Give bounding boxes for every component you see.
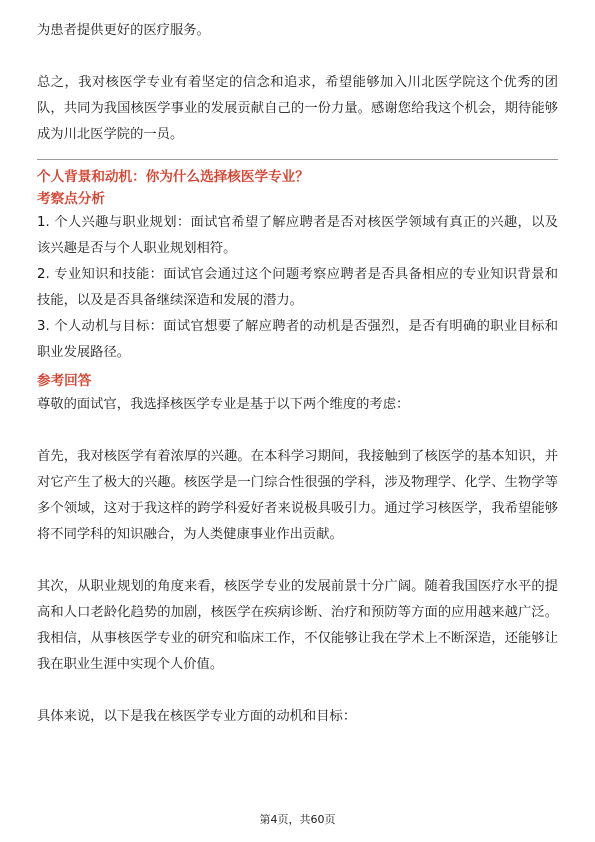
section-title: 个人背景和动机：你为什么选择核医学专业？ <box>37 169 309 185</box>
paragraph-spacer <box>37 548 558 574</box>
intro-paragraph-1: 为患者提供更好的医疗服务。 <box>37 23 210 38</box>
analysis-point-1: 1. 个人兴趣与职业规划：面试官希望了解应聘者是否对核医学领域有真正的兴趣，以及该兴趣是否与个人职业规划相符。 <box>37 215 558 256</box>
page-content <box>37 18 558 730</box>
intro-paragraph-2: 总之，我对核医学专业有着坚定的信念和追求，希望能够加入川北医学院这个优秀的团队，共同为我国核医学事业的发展贡献自己的一份力量。感谢您给我这个机会，期待能够成为川北医学院的一员。 <box>37 75 558 142</box>
answer-paragraph-2: 首先，我对核医学有着浓厚的兴趣。在本科学习期间，我接触到了核医学的基本知识，并对它产生了极大的兴趣。核医学是一门综合性很强的学科，涉及物理学、化学、生物学等多个领域，这对于我这样的跨学科爱好者来说极具吸引力。通过学习核医学，我希望能够将不同学科的知识融合，为人类健康事业作出贡献。 <box>37 449 558 542</box>
answer-heading: 参考回答 <box>37 373 92 389</box>
paragraph-spacer <box>37 418 558 444</box>
analysis-heading: 考察点分析 <box>37 191 105 207</box>
analysis-point-2: 2. 专业知识和技能：面试官会通过这个问题考察应聘者是否具备相应的专业知识背景和技能，以及是否具备继续深造和发展的潜力。 <box>37 267 558 308</box>
section-divider <box>37 159 558 160</box>
paragraph-spacer <box>37 678 558 704</box>
paragraph-spacer <box>37 44 558 70</box>
analysis-point-3: 3. 个人动机与目标：面试官想要了解应聘者的动机是否强烈，是否有明确的职业目标和职业发展路径。 <box>37 319 558 360</box>
answer-paragraph-4: 具体来说，以下是我在核医学专业方面的动机和目标： <box>37 709 357 724</box>
page-number-footer: 第4页，共60页 <box>259 813 336 826</box>
answer-paragraph-3: 其次，从职业规划的角度来看，核医学专业的发展前景十分广阔。随着我国医疗水平的提高和人口老龄化趋势的加剧，核医学在疾病诊断、治疗和预防等方面的应用越来越广泛。我相信，从事核医学专业的研究和临床工作，不仅能够让我在学术上不断深造，还能够让我在职业生涯中实现个人价值。 <box>37 579 558 672</box>
answer-paragraph-1: 尊敬的面试官，我选择核医学专业是基于以下两个维度的考虑： <box>37 397 410 412</box>
